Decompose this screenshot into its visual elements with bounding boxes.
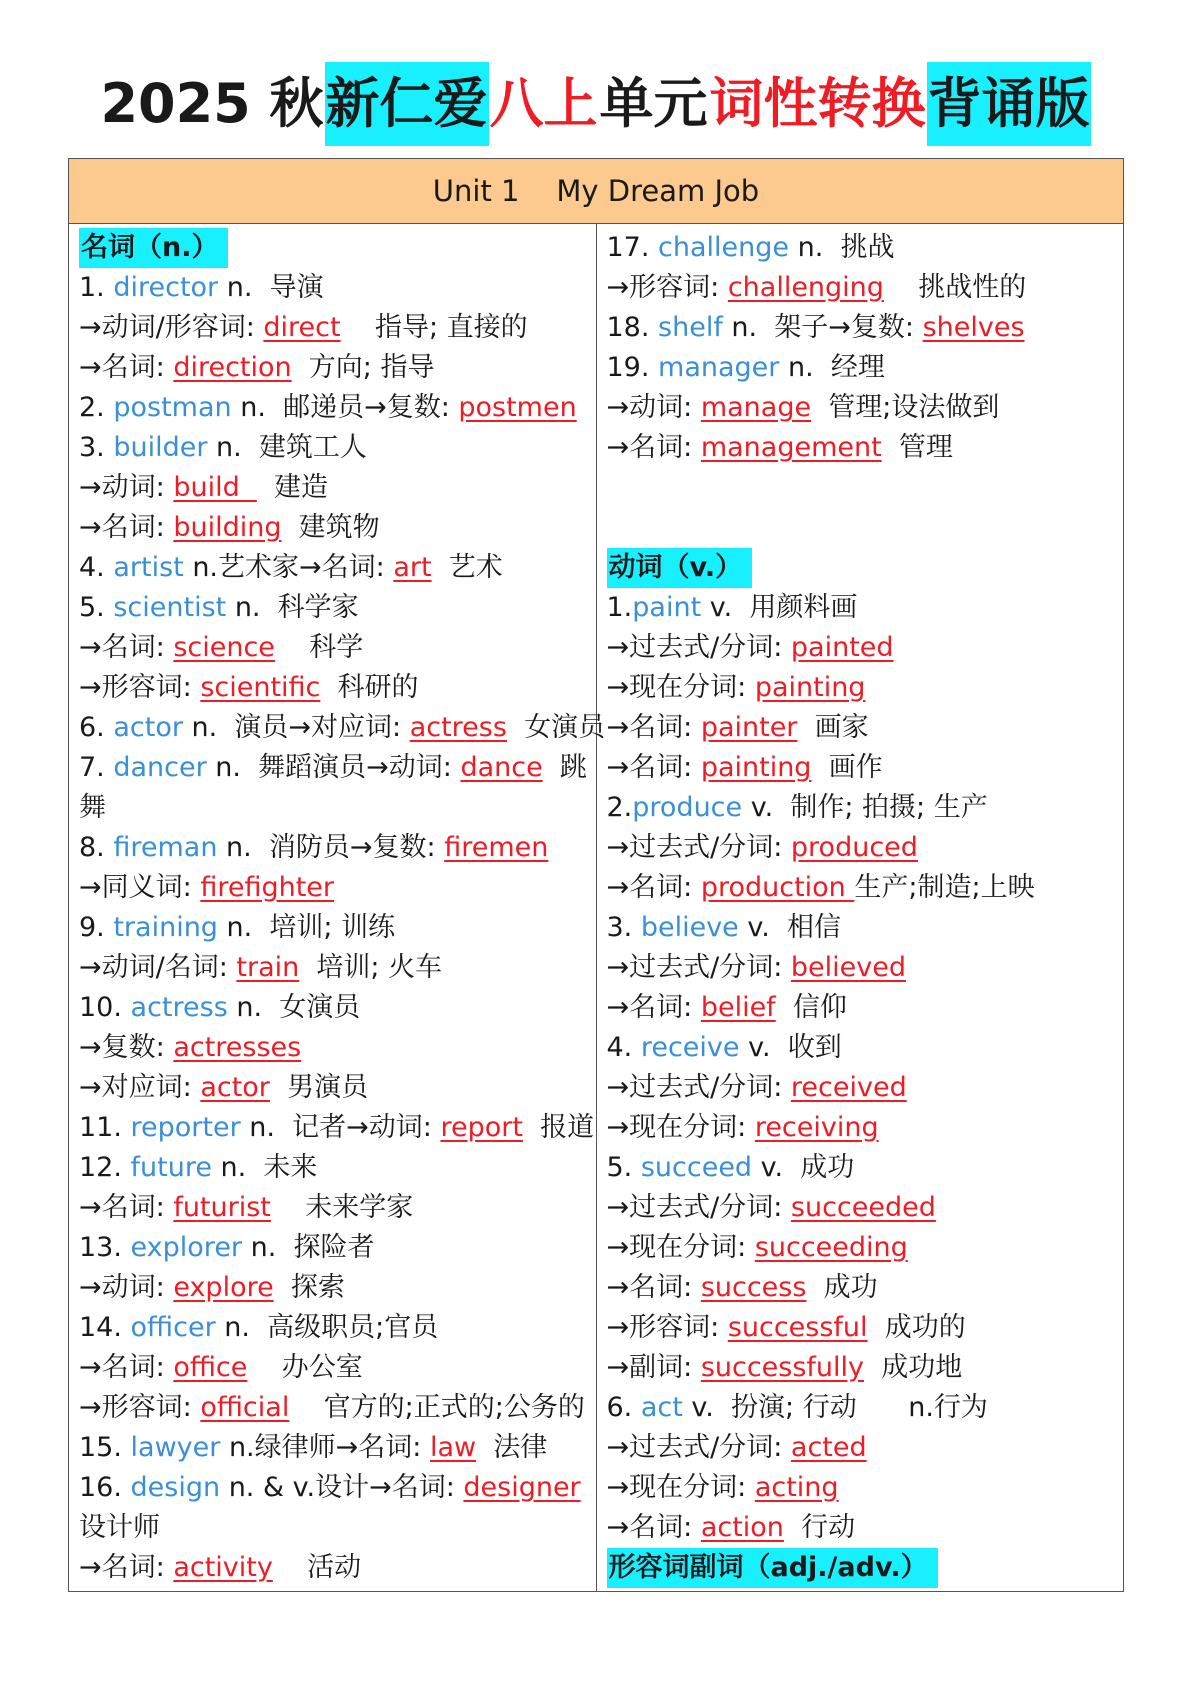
- vocab-text: →名词:: [79, 1552, 174, 1583]
- answer-word: law: [429, 1432, 477, 1463]
- vocab-text: →形容词:: [606, 272, 728, 303]
- vocab-text: →复数:: [79, 1032, 174, 1063]
- answer-word: painted: [790, 632, 894, 663]
- vocab-line: [79, 588, 588, 628]
- vocab-line: [607, 228, 1116, 268]
- vocab-text: →形容词:: [79, 1392, 201, 1423]
- vocab-word: officer: [130, 1312, 216, 1343]
- vocab-line: [79, 348, 588, 388]
- vocab-text: 办公室: [247, 1352, 363, 1383]
- vocab-text: 7.: [79, 752, 114, 783]
- vocab-line: [607, 1108, 1116, 1148]
- answer-word: manage: [700, 392, 812, 423]
- vocab-line: [79, 1428, 588, 1468]
- spacer: [607, 508, 1116, 548]
- vocab-text: →名词:: [606, 712, 701, 743]
- vocab-line: [607, 708, 1116, 748]
- answer-word: received: [790, 1072, 907, 1103]
- answer-word: actor: [200, 1072, 270, 1103]
- answer-word: firemen: [444, 832, 549, 863]
- vocab-text: 3.: [606, 912, 641, 943]
- vocab-word: manager: [658, 352, 780, 383]
- vocab-line: [607, 1068, 1116, 1108]
- vocab-text: 4.: [79, 552, 114, 583]
- answer-word: believed: [790, 952, 906, 983]
- vocab-text: v. 制作; 拍摄; 生产: [742, 792, 988, 823]
- answer-word: postmen: [458, 392, 577, 423]
- answer-word: action: [700, 1512, 784, 1543]
- vocab-text: →名词:: [79, 352, 174, 383]
- vocab-line: [607, 428, 1116, 468]
- answer-word: painter: [700, 712, 798, 743]
- vocab-table: [68, 158, 1124, 1592]
- answer-word: shelves: [922, 312, 1025, 343]
- vocab-line: [607, 628, 1116, 668]
- vocab-text: →现在分词:: [606, 1112, 755, 1143]
- vocab-text: 13.: [79, 1232, 131, 1263]
- vocab-word: scientist: [113, 592, 227, 623]
- vocab-text: 男演员: [269, 1072, 369, 1103]
- vocab-text: 16.: [79, 1472, 131, 1503]
- vocab-text: →现在分词:: [606, 1232, 755, 1263]
- vocab-line: [79, 1148, 588, 1188]
- vocab-line: [79, 308, 588, 348]
- vocab-word: future: [130, 1152, 212, 1183]
- vocab-text: 10.: [79, 992, 131, 1023]
- section-adj-adv: 形容词副词（adj./adv.）: [607, 1548, 938, 1588]
- vocab-word: believe: [640, 912, 739, 943]
- vocab-text: 未来学家: [270, 1192, 414, 1223]
- title-part-year: 2025 秋: [100, 72, 324, 135]
- vocab-word: paint: [632, 592, 702, 623]
- vocab-line: [79, 1468, 588, 1548]
- vocab-text: n. 女演员: [227, 992, 361, 1023]
- vocab-text: →动词:: [79, 472, 174, 503]
- answer-word: belief: [700, 992, 776, 1023]
- vocab-line: [607, 1308, 1116, 1348]
- vocab-line: [607, 1188, 1116, 1228]
- vocab-word: builder: [113, 432, 208, 463]
- unit-header-text: Unit 1 My Dream Job: [432, 174, 760, 208]
- vocab-line: [607, 1388, 1116, 1428]
- vocab-word: actress: [130, 992, 228, 1023]
- vocab-line: [607, 1148, 1116, 1188]
- vocab-text: n. 科学家: [226, 592, 359, 623]
- vocab-text: 探索: [273, 1272, 345, 1303]
- vocab-line: [607, 308, 1116, 348]
- vocab-line: [79, 868, 588, 908]
- answer-word: painting: [700, 752, 812, 783]
- vocab-line: [79, 1348, 588, 1388]
- vocab-text: 14.: [79, 1312, 131, 1343]
- vocab-line: [607, 1348, 1116, 1388]
- vocab-text: 5.: [79, 592, 114, 623]
- vocab-text: →名词:: [606, 432, 701, 463]
- answer-word: succeeded: [790, 1192, 936, 1223]
- vocab-line: [607, 1228, 1116, 1268]
- vocab-line: [79, 1028, 588, 1068]
- vocab-text: 设计师: [79, 1472, 590, 1543]
- answer-word: futurist: [173, 1192, 271, 1223]
- title-part-unit: 单元: [599, 72, 708, 135]
- vocab-word: artist: [113, 552, 184, 583]
- vocab-word: receive: [640, 1032, 740, 1063]
- answer-word: official: [200, 1392, 290, 1423]
- vocab-text: →动词/名词:: [79, 952, 237, 983]
- vocab-line: [607, 1268, 1116, 1308]
- vocab-word: dancer: [113, 752, 207, 783]
- vocab-text: →名词:: [606, 1512, 701, 1543]
- vocab-line: [79, 468, 588, 508]
- vocab-text: n.艺术家→名词:: [183, 552, 394, 583]
- answer-word: explore: [173, 1272, 274, 1303]
- vocab-line: [79, 1388, 588, 1428]
- answer-word: report: [440, 1112, 523, 1143]
- vocab-text: →动词:: [606, 392, 701, 423]
- vocab-text: 科研的: [320, 672, 419, 703]
- vocab-line: [607, 948, 1116, 988]
- vocab-text: 18.: [606, 312, 659, 343]
- vocab-text: →动词:: [79, 1272, 174, 1303]
- vocab-line: [607, 1468, 1116, 1508]
- vocab-line: [79, 1188, 588, 1228]
- vocab-text: 1.: [79, 272, 114, 303]
- vocab-text: →过去式/分词:: [606, 632, 791, 663]
- vocab-word: design: [130, 1472, 221, 1503]
- vocab-line: [607, 588, 1116, 628]
- vocab-text: 指导; 直接的: [340, 312, 528, 343]
- answer-word: firefighter: [200, 872, 334, 903]
- vocab-text: 行动: [783, 1512, 856, 1543]
- vocab-text: →形容词:: [606, 1312, 728, 1343]
- vocab-line: [79, 1548, 588, 1588]
- vocab-text: n. 经理: [779, 352, 885, 383]
- answer-word: challenging: [727, 272, 884, 303]
- vocab-line: [79, 668, 588, 708]
- left-column: [69, 224, 606, 1592]
- vocab-text: v. 扮演; 行动 n.行为: [682, 1392, 988, 1423]
- vocab-text: n. 消防员→复数:: [217, 832, 445, 863]
- vocab-text: 成功: [806, 1272, 878, 1303]
- vocab-text: 画家: [797, 712, 869, 743]
- vocab-text: v. 收到: [739, 1032, 842, 1063]
- vocab-text: →过去式/分词:: [606, 832, 791, 863]
- answer-word: art: [393, 552, 432, 583]
- vocab-text: 成功的: [867, 1312, 966, 1343]
- vocab-line: [607, 1028, 1116, 1068]
- vocab-text: →现在分词:: [606, 1472, 755, 1503]
- vocab-text: →形容词:: [79, 672, 201, 703]
- vocab-line: [607, 868, 1116, 908]
- vocab-text: n. 探险者: [242, 1232, 375, 1263]
- vocab-line: [79, 1268, 588, 1308]
- vocab-text: n. 邮递员→复数:: [231, 392, 459, 423]
- title-part-version: 背诵版: [927, 62, 1091, 146]
- vocab-line: [79, 1108, 595, 1148]
- answer-word: succeeding: [754, 1232, 908, 1263]
- vocab-text: 画作: [811, 752, 883, 783]
- answer-word: receiving: [754, 1112, 879, 1143]
- answer-word: successful: [727, 1312, 868, 1343]
- vocab-line: [79, 508, 588, 548]
- vocab-text: →过去式/分词:: [606, 952, 791, 983]
- vocab-line: [79, 428, 588, 468]
- vocab-text: v. 成功: [752, 1152, 855, 1183]
- vocab-line: [79, 268, 588, 308]
- vocab-word: explorer: [130, 1232, 243, 1263]
- vocab-text: 11.: [79, 1112, 131, 1143]
- right-column: [596, 224, 1124, 1592]
- vocab-line: [79, 1228, 588, 1268]
- unit-header: [69, 159, 1124, 224]
- vocab-text: n. 演员→对应词:: [182, 712, 410, 743]
- vocab-line: [607, 748, 1116, 788]
- title-part-topic: 词性转换: [709, 72, 926, 135]
- vocab-word: postman: [113, 392, 232, 423]
- vocab-text: 成功地: [864, 1352, 963, 1383]
- answer-word: success: [700, 1272, 807, 1303]
- vocab-line: [79, 628, 588, 668]
- vocab-text: →过去式/分词:: [606, 1192, 791, 1223]
- answer-word: dance: [460, 752, 543, 783]
- vocab-text: n. & v.设计→名词:: [220, 1472, 464, 1503]
- vocab-text: 3.: [79, 432, 114, 463]
- vocab-text: →名词:: [79, 512, 174, 543]
- answer-word: train: [236, 952, 300, 983]
- vocab-text: 培训; 火车: [299, 952, 443, 983]
- answer-word: management: [700, 432, 882, 463]
- vocab-text: 挑战性的: [883, 272, 1027, 303]
- title-part-grade: 八上: [489, 72, 598, 135]
- answer-word: successfully: [700, 1352, 865, 1383]
- answer-word: direction: [173, 352, 292, 383]
- vocab-line: [607, 988, 1116, 1028]
- section-verb: 动词（v.）: [607, 548, 753, 588]
- vocab-text: 6.: [79, 712, 114, 743]
- vocab-line: [79, 708, 606, 748]
- vocab-text: 12.: [79, 1152, 131, 1183]
- answer-word: science: [173, 632, 275, 663]
- vocab-line: [607, 348, 1116, 388]
- section-noun: 名词（n.）: [79, 228, 228, 268]
- vocab-text: n.绿律师→名词:: [220, 1432, 430, 1463]
- vocab-line: [79, 748, 588, 828]
- vocab-text: 15.: [79, 1432, 131, 1463]
- vocab-text: 方向; 指导: [291, 352, 435, 383]
- vocab-line: [79, 828, 588, 868]
- vocab-text: 建造: [256, 472, 329, 503]
- vocab-text: 建筑物: [281, 512, 380, 543]
- vocab-text: 6.: [606, 1392, 641, 1423]
- answer-word: activity: [173, 1552, 273, 1583]
- vocab-line: [79, 388, 588, 428]
- vocab-text: 2.: [606, 792, 633, 823]
- answer-word: designer: [463, 1472, 581, 1503]
- vocab-text: v. 相信: [738, 912, 842, 943]
- vocab-word: actor: [113, 712, 183, 743]
- vocab-text: 科学: [274, 632, 364, 663]
- vocab-line: [79, 1308, 588, 1348]
- vocab-line: [79, 548, 588, 588]
- vocab-line: [607, 788, 1116, 828]
- vocab-text: →同义词:: [79, 872, 201, 903]
- vocab-text: 女演员: [506, 712, 606, 743]
- vocab-word: training: [113, 912, 218, 943]
- vocab-text: n. 高级职员;官员: [215, 1312, 439, 1343]
- answer-word: actresses: [173, 1032, 302, 1063]
- answer-word: build: [173, 472, 257, 503]
- vocab-line: [607, 1508, 1116, 1548]
- vocab-text: 报道: [522, 1112, 595, 1143]
- vocab-text: →名词:: [79, 1192, 174, 1223]
- vocab-text: →名词:: [606, 992, 701, 1023]
- vocab-text: →名词:: [606, 872, 701, 903]
- vocab-word: fireman: [113, 832, 218, 863]
- vocab-text: n. 舞蹈演员→动词:: [206, 752, 461, 783]
- vocab-text: 9.: [79, 912, 114, 943]
- vocab-text: n. 记者→动词:: [240, 1112, 441, 1143]
- vocab-text: →名词:: [79, 1352, 174, 1383]
- vocab-line: [607, 268, 1116, 308]
- vocab-text: n. 培训; 训练: [217, 912, 396, 943]
- vocab-text: →名词:: [606, 752, 701, 783]
- vocab-text: 生产;制造;上映: [854, 872, 1035, 903]
- vocab-text: n. 建筑工人: [207, 432, 367, 463]
- vocab-text: 4.: [606, 1032, 641, 1063]
- vocab-word: reporter: [130, 1112, 241, 1143]
- answer-word: office: [173, 1352, 248, 1383]
- vocab-line: [607, 1428, 1116, 1468]
- vocab-text: →过去式/分词:: [606, 1072, 791, 1103]
- vocab-text: v. 用颜料画: [701, 592, 858, 623]
- answer-word: building: [173, 512, 282, 543]
- vocab-word: produce: [632, 792, 743, 823]
- vocab-text: 管理;设法做到: [811, 392, 1000, 423]
- answer-word: painting: [754, 672, 866, 703]
- vocab-line: [79, 988, 588, 1028]
- answer-word: acted: [790, 1432, 867, 1463]
- vocab-text: →过去式/分词:: [606, 1432, 791, 1463]
- vocab-line: [79, 948, 588, 988]
- answer-word: actress: [409, 712, 507, 743]
- vocab-word: succeed: [640, 1152, 753, 1183]
- title-part-textbook: 新仁爱: [325, 62, 489, 146]
- vocab-text: →副词:: [606, 1352, 701, 1383]
- vocab-text: n. 未来: [211, 1152, 318, 1183]
- answer-word: acting: [754, 1472, 839, 1503]
- vocab-text: 法律: [476, 1432, 548, 1463]
- answer-word: scientific: [200, 672, 321, 703]
- vocab-word: director: [113, 272, 219, 303]
- page-title: [0, 62, 1190, 146]
- vocab-line: [607, 908, 1116, 948]
- answer-word: direct: [263, 312, 341, 343]
- vocab-text: n. 挑战: [789, 232, 895, 263]
- vocab-text: 活动: [272, 1552, 362, 1583]
- vocab-line: [607, 388, 1116, 428]
- vocab-text: 5.: [606, 1152, 641, 1183]
- vocab-text: n. 架子→复数:: [722, 312, 923, 343]
- vocab-text: →名词:: [79, 632, 174, 663]
- vocab-line: [79, 1068, 588, 1108]
- vocab-text: 官方的;正式的;公务的: [289, 1392, 585, 1423]
- vocab-text: 2.: [79, 392, 114, 423]
- vocab-text: 跳舞: [79, 752, 587, 823]
- vocab-text: →对应词:: [79, 1072, 201, 1103]
- spacer: [607, 468, 1116, 508]
- vocab-text: 艺术: [431, 552, 503, 583]
- vocab-text: →名词:: [606, 1272, 701, 1303]
- vocab-word: shelf: [658, 312, 723, 343]
- vocab-text: n. 导演: [218, 272, 324, 303]
- vocab-text: 19.: [606, 352, 659, 383]
- vocab-text: 17.: [606, 232, 659, 263]
- vocab-word: challenge: [658, 232, 790, 263]
- vocab-text: 管理: [881, 432, 953, 463]
- vocab-text: →动词/形容词:: [79, 312, 264, 343]
- vocab-text: 1.: [606, 592, 633, 623]
- answer-word: production: [700, 872, 855, 903]
- vocab-line: [607, 668, 1116, 708]
- vocab-line: [79, 908, 588, 948]
- vocab-word: act: [640, 1392, 683, 1423]
- vocab-line: [607, 828, 1116, 868]
- vocab-word: lawyer: [130, 1432, 221, 1463]
- vocab-text: 信仰: [775, 992, 847, 1023]
- vocab-text: →现在分词:: [606, 672, 755, 703]
- answer-word: produced: [790, 832, 918, 863]
- vocab-text: 8.: [79, 832, 114, 863]
